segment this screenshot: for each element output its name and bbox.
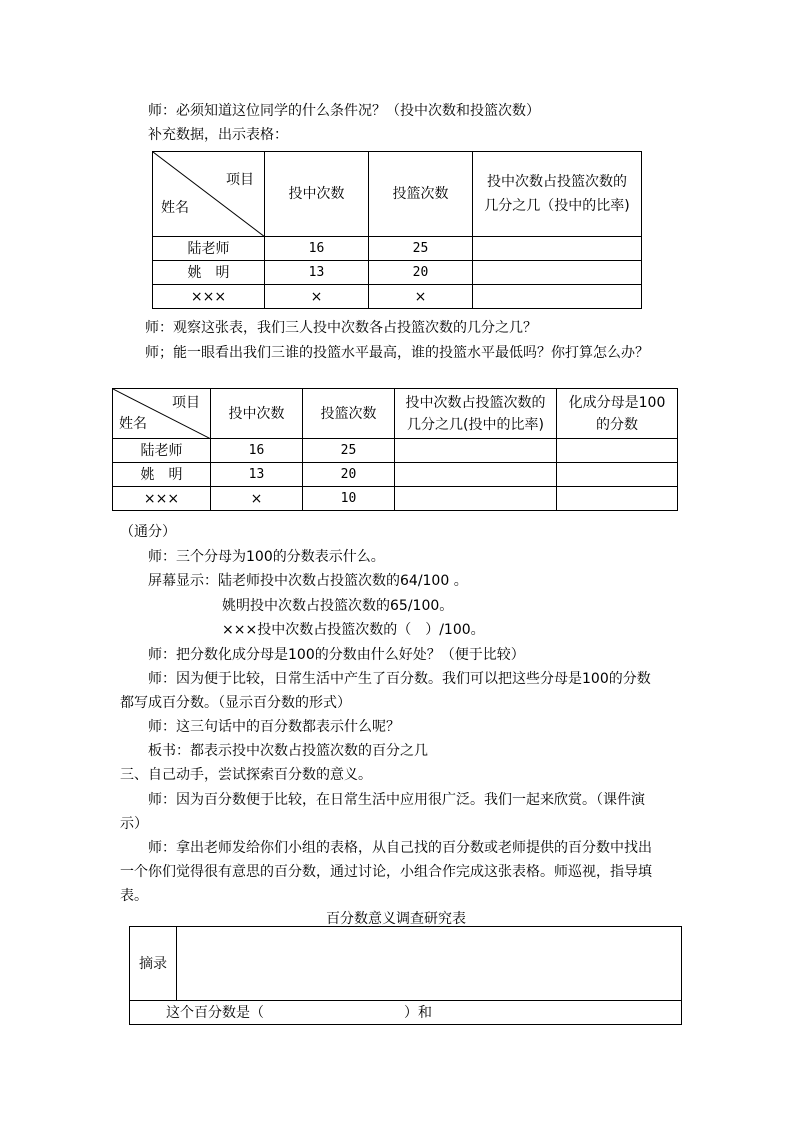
header-line: 几分之几（投中的比率) (484, 198, 630, 214)
text-line: 师：三个分母为100的分数表示什么。 (148, 549, 385, 565)
text-line: （通分） (120, 524, 176, 540)
cell-hits: 16 (211, 439, 303, 463)
text-line: 板书：都表示投中次数占投篮次数的百分之几 (148, 743, 428, 759)
cell-name: 姚 明 (153, 261, 265, 285)
table-row (113, 439, 678, 463)
header-line: 的分数 (596, 416, 638, 433)
cell-shots: 20 (303, 463, 395, 487)
cell-name: 陆老师 (153, 237, 265, 261)
section-heading: 三、自己动手，尝试探索百分数的意义。 (120, 767, 372, 783)
column-header: 投篮次数 (303, 389, 395, 439)
cell-hits: × (211, 487, 303, 511)
cell-hundredths (557, 463, 678, 487)
cell-shots: 20 (369, 261, 473, 285)
text-line: 屏幕显示：陆老师投中次数占投篮次数的64/100 。 (148, 573, 468, 589)
text-line: 师：必须知道这位同学的什么条件况？（投中次数和投篮次数） (148, 103, 540, 119)
table-corner-cell (153, 152, 265, 237)
table-row (113, 487, 678, 511)
text-line: 示） (120, 816, 148, 832)
header-line: 几分之几(投中的比率) (407, 416, 544, 433)
diagonal-line (153, 152, 265, 237)
column-header (557, 389, 678, 439)
excerpt-label-cell: 摘录 (130, 927, 177, 1001)
excerpt-content-cell (177, 927, 682, 1001)
text-line: ×××投中次数占投篮次数的（ ）/100。 (222, 622, 485, 638)
cell-name: ××× (153, 285, 265, 309)
cell-hits: 13 (265, 261, 369, 285)
table-basket-ratio (152, 151, 642, 309)
column-header (395, 389, 557, 439)
corner-label-name: 姓名 (161, 200, 189, 216)
corner-label-name: 姓名 (119, 416, 147, 432)
header-line: 化成分母是100 (568, 394, 666, 411)
cell-hits: × (265, 285, 369, 309)
cell-ratio (395, 439, 557, 463)
cell-ratio (395, 487, 557, 511)
text-line: 姚明投中次数占投篮次数的65/100。 (222, 598, 454, 614)
cell-ratio (473, 261, 642, 285)
cell-hits: 13 (211, 463, 303, 487)
text-line: 师：拿出老师发给你们小组的表格，从自己找的百分数或老师提供的百分数中找出 (148, 840, 652, 856)
column-header (473, 152, 642, 237)
cell-ratio (473, 285, 642, 309)
cell-shots: × (369, 285, 473, 309)
text-line: 都写成百分数。（显示百分数的形式） (120, 695, 351, 711)
table-survey (129, 926, 682, 1025)
cell-ratio (395, 463, 557, 487)
cell-shots: 10 (303, 487, 395, 511)
corner-label-item: 项目 (172, 395, 200, 411)
cell-hundredths (557, 487, 678, 511)
table-corner-cell (113, 389, 211, 439)
column-header: 投中次数 (265, 152, 369, 237)
text-line: 师：把分数化成分母是100的分数由什么好处？（便于比较） (148, 647, 525, 663)
table-row (113, 463, 678, 487)
table-row (153, 285, 642, 309)
table-title: 百分数意义调查研究表 (326, 911, 466, 927)
cell-name: 姚 明 (113, 463, 211, 487)
table-row (153, 237, 642, 261)
header-line: 投中次数占投篮次数的 (405, 394, 546, 411)
text-line: 师：观察这张表，我们三人投中次数各占投篮次数的几分之几？ (145, 320, 537, 336)
percent-prompt-cell: 这个百分数是（ ）和 (130, 1001, 682, 1025)
text-line: 师；能一眼看出我们三谁的投篮水平最高，谁的投篮水平最低吗？你打算怎么办？ (145, 345, 649, 361)
cell-shots: 25 (303, 439, 395, 463)
column-header: 投中次数 (211, 389, 303, 439)
table-row (153, 261, 642, 285)
cell-name: ××× (113, 487, 211, 511)
corner-label-item: 项目 (226, 172, 254, 188)
cell-hundredths (557, 439, 678, 463)
cell-name: 陆老师 (113, 439, 211, 463)
cell-hits: 16 (265, 237, 369, 261)
table-basket-hundredths (112, 388, 678, 511)
text-line: 师：这三句话中的百分数都表示什么呢？ (148, 719, 400, 735)
text-line: 师：因为百分数便于比较，在日常生活中应用很广泛。我们一起来欣赏。（课件演 (148, 792, 645, 808)
text-line: 一个你们觉得很有意思的百分数，通过讨论，小组合作完成这张表格。师巡视，指导填 (120, 864, 652, 880)
cell-ratio (473, 237, 642, 261)
text-line: 补充数据，出示表格： (148, 127, 288, 143)
header-line: 投中次数占投篮次数的 (487, 174, 627, 190)
cell-shots: 25 (369, 237, 473, 261)
column-header: 投篮次数 (369, 152, 473, 237)
text-line: 师：因为便于比较，日常生活中产生了百分数。我们可以把这些分母是100的分数 (148, 671, 651, 687)
text-line: 表。 (120, 888, 148, 904)
